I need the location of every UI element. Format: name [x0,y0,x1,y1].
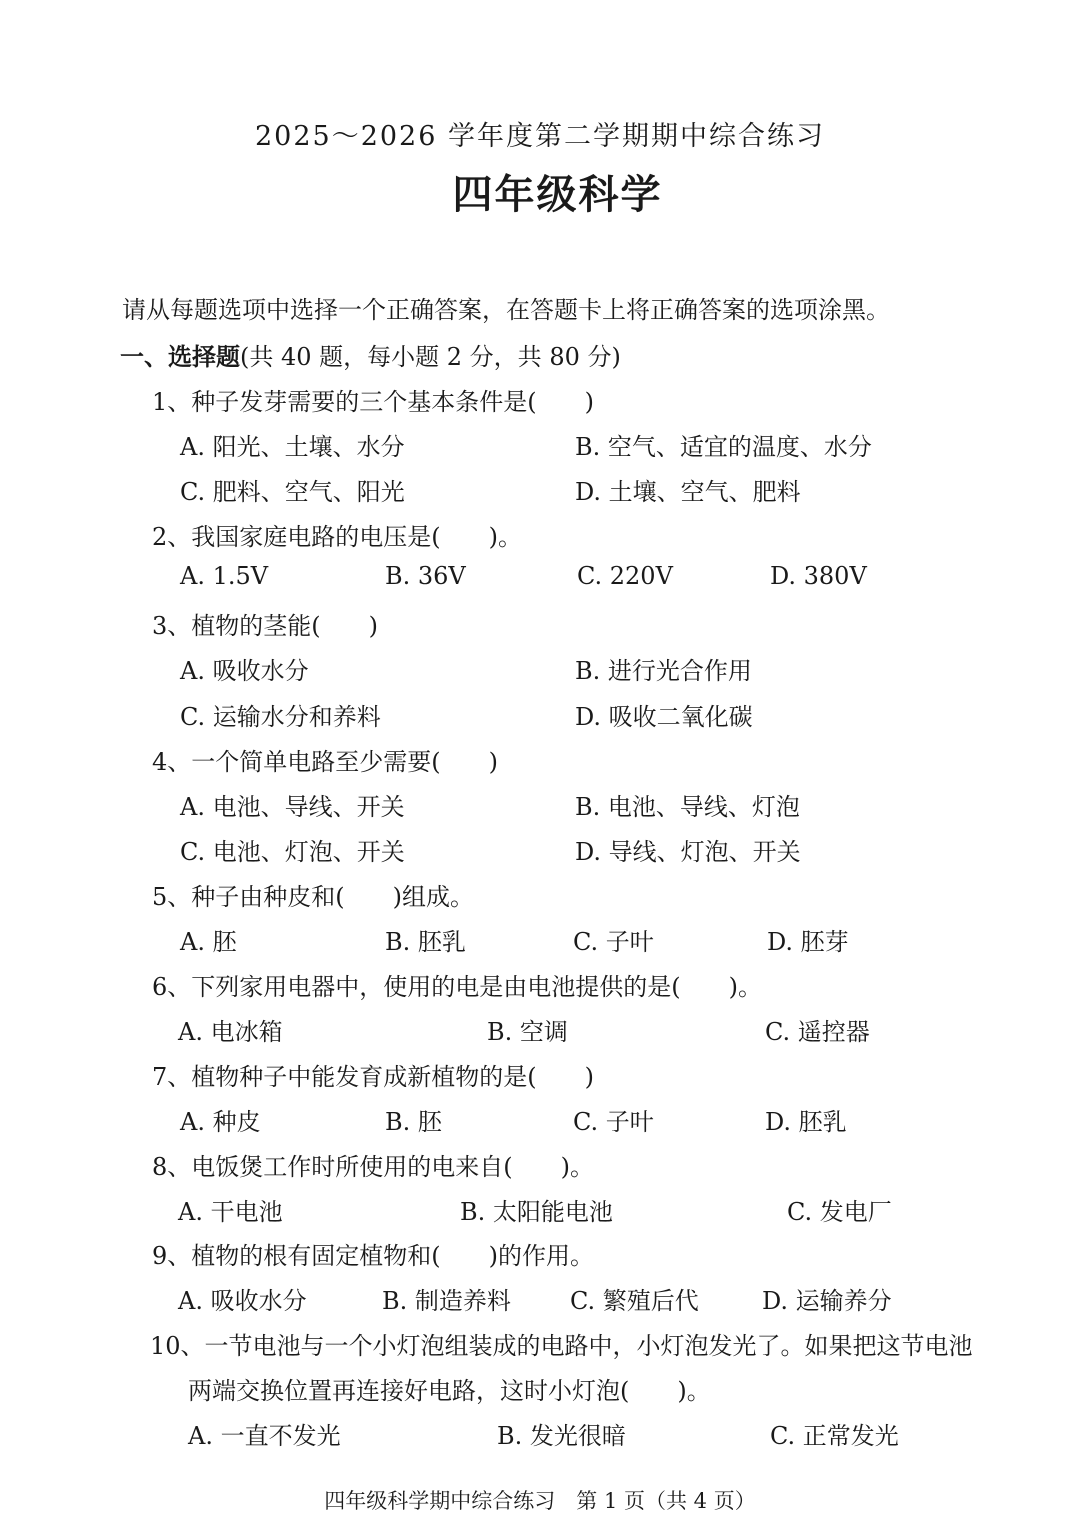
question-option: B. 太阳能电池 [460,1198,613,1226]
question-option: D. 运输养分 [762,1287,892,1315]
exam-instruction: 请从每题选项中选择一个正确答案，在答题卡上将正确答案的选项涂黑。 [122,296,890,324]
question-stem: 2、我国家庭电路的电压是( )。 [152,523,522,551]
question-option: A. 吸收水分 [178,1287,307,1315]
question-option: B. 胚 [385,1108,442,1136]
question-option: C. 正常发光 [770,1422,899,1450]
question-option: B. 电池、导线、灯泡 [575,793,800,821]
question-option: C. 电池、灯泡、开关 [180,838,405,866]
question-option: A. 干电池 [178,1198,283,1226]
question-option: B. 空调 [487,1018,568,1046]
question-option: B. 进行光合作用 [575,657,752,685]
question-option: B. 胚乳 [385,928,466,956]
question-option: C. 子叶 [573,928,654,956]
question-option: D. 导线、灯泡、开关 [575,838,801,866]
exam-title: 四年级科学 [452,172,663,218]
question-option: A. 种皮 [180,1108,261,1136]
question-stem: 5、种子由种皮和( )组成。 [152,883,474,911]
section-heading [120,337,621,372]
question-option: B. 空气、适宜的温度、水分 [575,433,872,461]
question-option: A. 一直不发光 [188,1422,341,1450]
question-stem: 7、植物种子中能发育成新植物的是( ) [152,1063,594,1091]
question-option: A. 胚 [180,928,237,956]
question-option: A. 1.5V [180,562,269,590]
question-option: C. 发电厂 [787,1198,892,1226]
question-option: C. 肥料、空气、阳光 [180,478,405,506]
question-option: D. 胚芽 [767,928,849,956]
question-stem: 10、一节电池与一个小灯泡组装成的电路中，小灯泡发光了。如果把这节电池 [150,1332,973,1360]
question-option: C. 子叶 [573,1108,654,1136]
question-stem: 6、下列家用电器中，使用的电是由电池提供的是( )。 [152,973,762,1001]
question-option: C. 220V [577,562,673,590]
question-option: D. 吸收二氧化碳 [575,703,753,731]
section-note: (共 40 题，每小题 2 分，共 80 分) [240,343,621,371]
exam-subtitle: 2025～2026 学年度第二学期期中综合练习 [254,121,825,152]
question-option: A. 阳光、土壤、水分 [180,433,405,461]
question-option: B. 36V [385,562,466,590]
question-stem-continuation: 两端交换位置再连接好电路，这时小灯泡( )。 [188,1377,711,1405]
question-option: D. 胚乳 [765,1108,847,1136]
question-stem: 9、植物的根有固定植物和( )的作用。 [152,1242,594,1270]
question-stem: 8、电饭煲工作时所使用的电来自( )。 [152,1153,594,1181]
question-option: A. 吸收水分 [180,657,309,685]
question-stem: 1、种子发芽需要的三个基本条件是( ) [152,388,594,416]
question-option: A. 电池、导线、开关 [180,793,405,821]
question-stem: 3、植物的茎能( ) [152,612,378,640]
question-option: C. 运输水分和养料 [180,703,381,731]
question-stem: 4、一个简单电路至少需要( ) [152,748,498,776]
question-option: B. 制造养料 [382,1287,511,1315]
question-option: C. 繁殖后代 [570,1287,699,1315]
question-option: C. 遥控器 [765,1018,870,1046]
question-option: D. 土壤、空气、肥料 [575,478,801,506]
question-option: A. 电冰箱 [178,1018,283,1046]
page-footer: 四年级科学期中综合练习 第 1 页（共 4 页） [324,1489,756,1513]
question-option: D. 380V [770,562,867,590]
section-label: 一、选择题 [120,343,240,371]
question-option: B. 发光很暗 [497,1422,626,1450]
